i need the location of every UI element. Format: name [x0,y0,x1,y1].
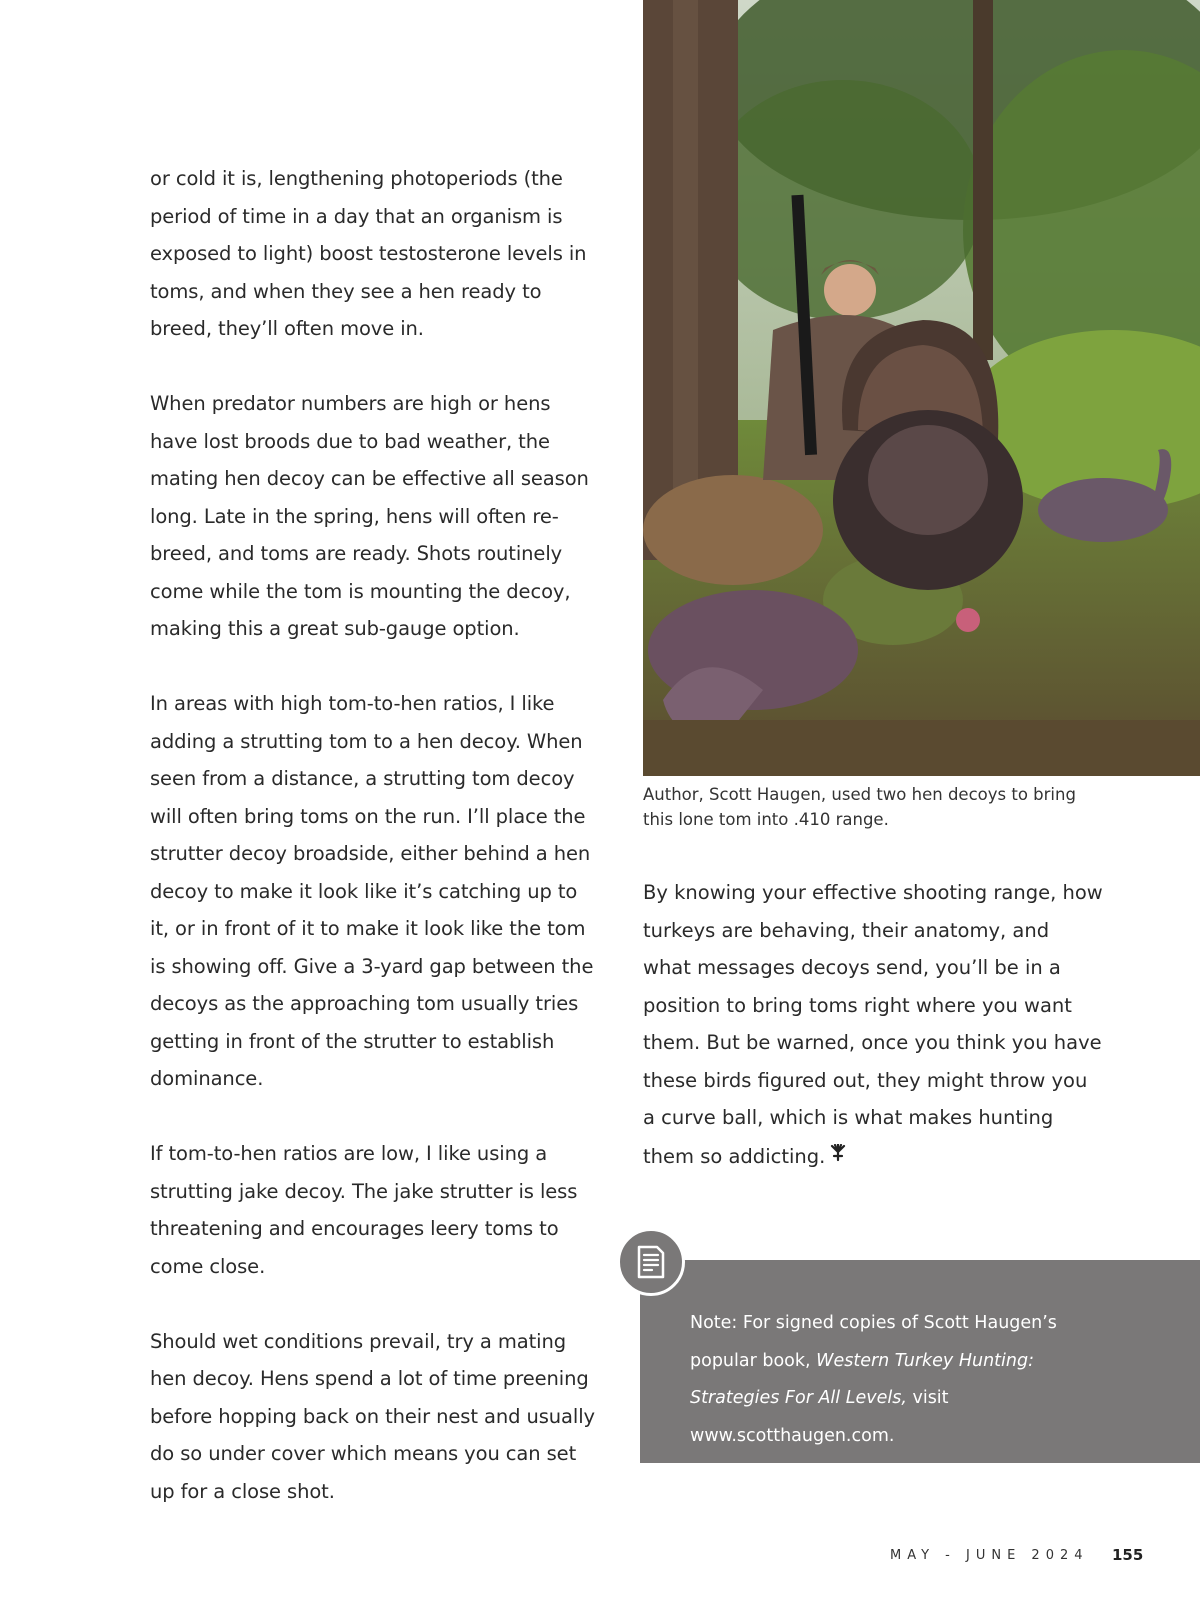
note-prefix: Note: For signed copies of Scott Haugen’s popular book, [690,1313,1057,1371]
hunter-turkey-photo [643,0,1200,776]
photo-caption: Author, Scott Haugen, used two hen decoys to bring this lone tom into .410 range. [643,785,1076,829]
book-title: Western Turkey Hunting: Strategies For All Levels, [690,1350,1035,1408]
paragraph-text: By knowing your effective shooting range, how turkeys are behaving, their anatomy, and what messages decoys send, you’ll be in a position to bring toms right where you want them. But be warned, once you think you have these birds figured out, they might throw you a curve ball, which is what makes hunting them so addicting. [643,881,1103,1168]
turkey-end-mark-icon [829,1137,847,1175]
page-number: 155 [1112,1546,1144,1564]
paragraph: Should wet conditions prevail, try a mating hen decoy. Hens spend a lot of time preening before hopping back on their nest and usually do so under cover which means you can set up for a close shot. [150,1329,595,1503]
article-left-column [150,160,600,1548]
paragraph: When predator numbers are high or hens have lost broods due to bad weather, the mating hen decoy can be effective all season long. Late in the spring, hens will often re-breed, and toms are ready. Shots routinely come while the tom is mounting the decoy, making this a great sub-gauge option. [150,392,589,640]
paragraph: or cold it is, lengthening photoperiods (the period of time in a day that an organism is exposed to light) boost testosterone levels in toms, and when they see a hen ready to breed, they’ll often move in. [150,167,587,340]
paragraph: In areas with high tom-to-hen ratios, I like adding a strutting tom to a hen decoy. When seen from a distance, a strutting tom decoy will often bring toms on the run. I’ll place the strutter decoy broadside, either behind a hen decoy to make it look like it’s catching up to it, or in front of it to make it look like the tom is showing off. Give a 3-yard gap between the decoys as the approaching tom usually tries getting in front of the strutter to establish dominance. [150,692,594,1090]
issue-date: MAY - JUNE 2024 [890,1548,1089,1563]
article-right-column [643,874,1103,1175]
note-text [690,1305,1120,1455]
document-icon [617,1228,685,1296]
note-suffix: visit www.scotthaugen.com. [690,1388,949,1446]
paragraph: If tom-to-hen ratios are low, I like using a strutting jake decoy. The jake strutter is less threatening and encourages leery toms to come close. [150,1142,578,1278]
paragraph [643,874,1103,1175]
